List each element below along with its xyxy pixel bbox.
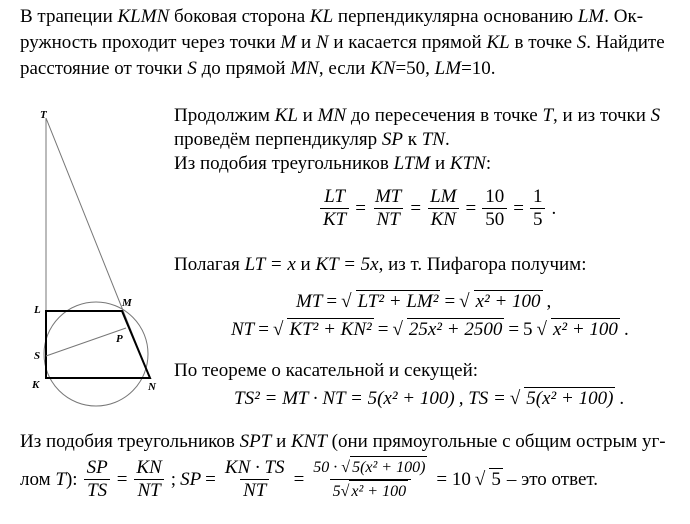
label-P: P [116,333,123,345]
label-L: L [34,304,41,316]
problem-line-1: В трапеции KLMN боковая сторона KL перпендикулярна основанию LM. Ок- [20,6,644,27]
solution-paragraph-3: По теореме о касательной и секущей: [174,360,479,381]
problem-statement [20,4,680,82]
trapezoid-figure [0,100,170,420]
problem-line-3: расстояние от точки S до прямой MN, если KN=50, LM=10. [20,58,496,79]
label-K: K [32,379,40,391]
solution-paragraph-4: Из подобия треугольников SPT и KNT (они прямоугольные с общим острым уг- [20,431,666,452]
label-N: N [148,381,156,393]
solution-paragraph-1: Продолжим KL и MN до пересечения в точке T, и из точки S проведём перпендикуляр SP к TN. Из подобия треугольников LTM и KTN: [174,105,661,174]
circle [44,302,148,406]
equation-MT: MT = √ LT² + LM² = √ x² + 100 , [296,290,552,312]
solution-paragraph-2: Полагая LT = x и KT = 5x, из т. Пифагора получим: [174,254,587,275]
equation-NT: NT = √ KT² + KN² = √ 25x² + 2500 = 5 √ x² + 100 . [231,318,629,340]
answer-note: – это ответ. [506,468,599,490]
equation-TS: TS² = MT · NT = 5(x² + 100) , TS = √ 5(x² + 100) . [234,387,625,409]
trapezoid-KLMN [46,311,150,378]
segment-SP [46,328,126,356]
problem-line-2: ружность проходит через точки M и N и касается прямой KL в точке S. Найдите [20,32,665,53]
label-M: M [122,297,132,309]
label-S: S [34,350,41,362]
equation-SP-answer: лом T): $\frac{SP}{TS}$ = $\frac{KN}{NT}$ ; SP = $\frac{KN \cdot TS}{NT}$ = $\frac{\text{50 · √ 5(x² + 100)}}{\text{5√ x² + 100}}$ = 10 √ 5 – это ответ. [20,457,599,501]
equation-similarity: $\frac{LT}{KT}$ = $\frac{MT}{NT}$ = $\frac{LM}{KN}$ = $\frac{10}{50}$ = $\frac{1}{5}$ . [318,186,556,231]
label-T: T [40,109,47,121]
